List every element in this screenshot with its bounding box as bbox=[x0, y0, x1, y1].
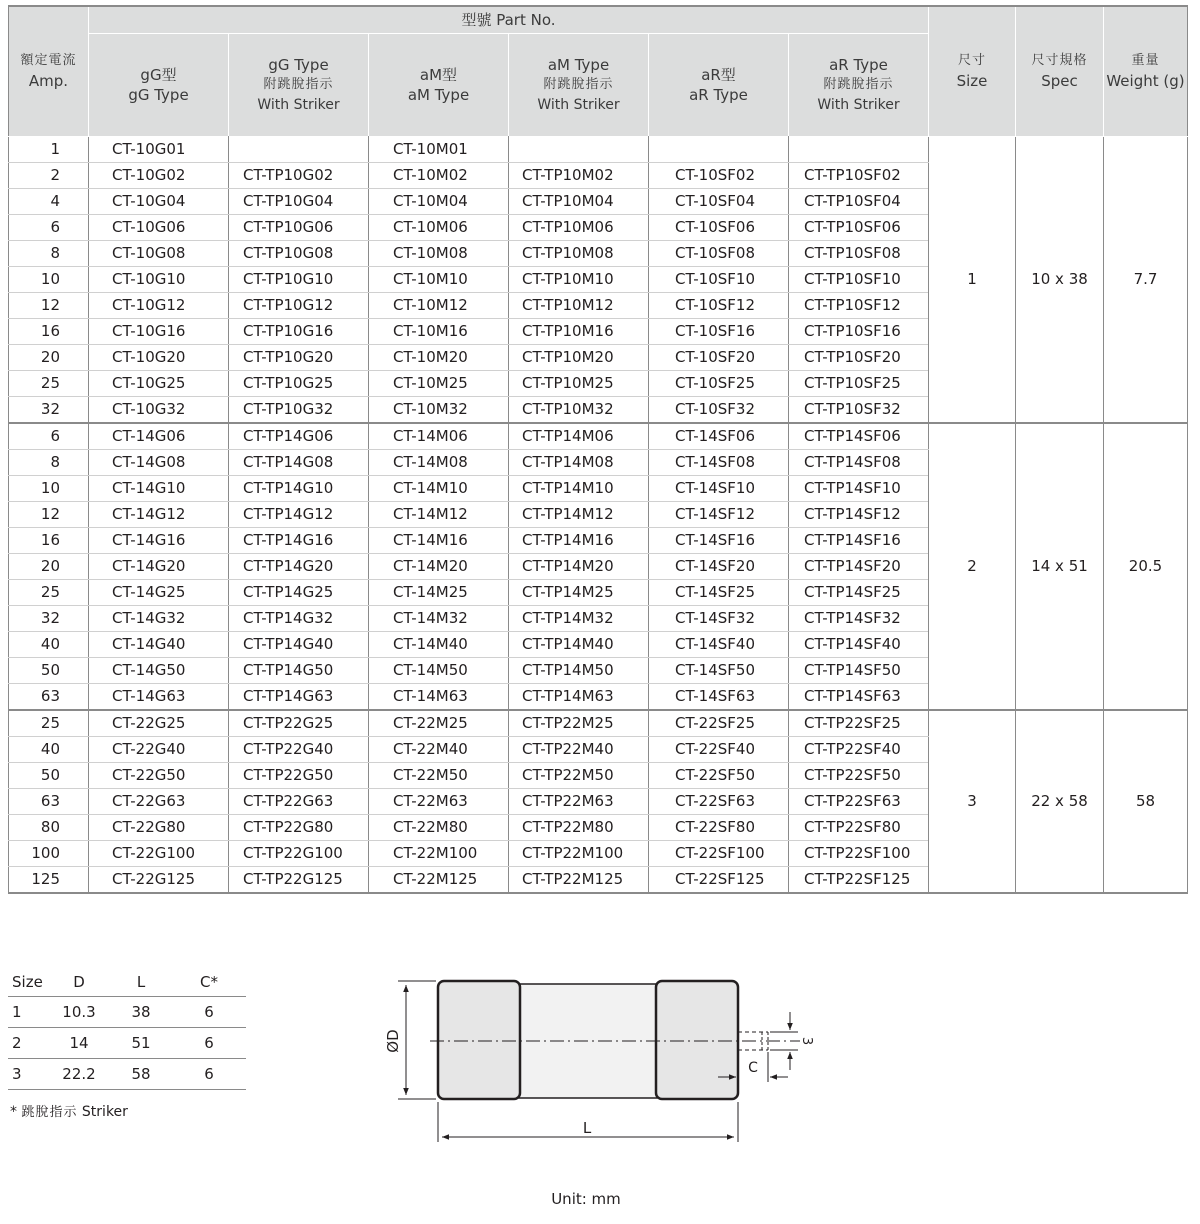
dim-header-l: L bbox=[110, 968, 172, 997]
ar-cell: CT-22SF40 bbox=[649, 736, 789, 762]
weight-cell: 20.5 bbox=[1104, 423, 1188, 710]
gg-striker-cell: CT-TP14G08 bbox=[229, 449, 369, 475]
am-cell: CT-22M40 bbox=[369, 736, 509, 762]
ar-cell: CT-10SF06 bbox=[649, 214, 789, 240]
gg-cell: CT-14G50 bbox=[89, 657, 229, 683]
dim-cell-d: 22.2 bbox=[48, 1059, 110, 1090]
gg-striker-header-sub: With Striker bbox=[257, 96, 340, 113]
amp-cell: 10 bbox=[9, 475, 89, 501]
amp-cell: 20 bbox=[9, 553, 89, 579]
gg-striker-cell: CT-TP22G50 bbox=[229, 762, 369, 788]
weight-header-zh: 重量 bbox=[1131, 53, 1160, 69]
dim-cell-l: 38 bbox=[110, 997, 172, 1028]
ar-cell: CT-10SF32 bbox=[649, 396, 789, 423]
gg-cell: CT-10G12 bbox=[89, 292, 229, 318]
gg-striker-cell: CT-TP10G16 bbox=[229, 318, 369, 344]
gg-striker-cell: CT-TP14G50 bbox=[229, 657, 369, 683]
ar-striker-cell: CT-TP22SF25 bbox=[789, 710, 929, 737]
ar-striker-cell: CT-TP10SF08 bbox=[789, 240, 929, 266]
ar-cell: CT-10SF20 bbox=[649, 344, 789, 370]
gg-cell: CT-14G06 bbox=[89, 423, 229, 450]
am-striker-cell: CT-TP10M12 bbox=[509, 292, 649, 318]
size-cell: 1 bbox=[929, 136, 1016, 423]
ar-cell: CT-22SF100 bbox=[649, 840, 789, 866]
ar-striker-cell: CT-TP22SF63 bbox=[789, 788, 929, 814]
dimension-d bbox=[398, 981, 436, 1099]
gg-cell: CT-14G40 bbox=[89, 631, 229, 657]
unit-label: Unit: mm bbox=[551, 1190, 621, 1208]
ar-cell: CT-14SF63 bbox=[649, 683, 789, 710]
gg-cell: CT-10G32 bbox=[89, 396, 229, 423]
gg-striker-cell: CT-TP22G125 bbox=[229, 866, 369, 893]
am-cell: CT-14M32 bbox=[369, 605, 509, 631]
gg-striker-header-en: gG Type bbox=[268, 55, 329, 74]
gg-cell: CT-22G25 bbox=[89, 710, 229, 737]
am-striker-cell: CT-TP10M02 bbox=[509, 162, 649, 188]
ar-cell: CT-22SF25 bbox=[649, 710, 789, 737]
am-cell: CT-14M20 bbox=[369, 553, 509, 579]
am-cell: CT-10M08 bbox=[369, 240, 509, 266]
ar-striker-header-zh: 附跳脫指示 bbox=[823, 76, 894, 92]
am-striker-header-en: aM Type bbox=[547, 55, 610, 74]
ar-striker-cell: CT-TP10SF12 bbox=[789, 292, 929, 318]
amp-cell: 100 bbox=[9, 840, 89, 866]
ar-cell: CT-14SF08 bbox=[649, 449, 789, 475]
dim-cell-size: 3 bbox=[8, 1059, 48, 1090]
amp-cell: 80 bbox=[9, 814, 89, 840]
am-striker-cell: CT-TP22M50 bbox=[509, 762, 649, 788]
gg-striker-cell: CT-TP10G32 bbox=[229, 396, 369, 423]
gg-striker-cell: CT-TP22G100 bbox=[229, 840, 369, 866]
gg-cell: CT-10G02 bbox=[89, 162, 229, 188]
gg-striker-cell: CT-TP22G80 bbox=[229, 814, 369, 840]
ar-striker-header-en: aR Type bbox=[829, 55, 888, 74]
ar-cell: CT-10SF04 bbox=[649, 188, 789, 214]
amp-cell: 25 bbox=[9, 370, 89, 396]
gg-striker-cell: CT-TP10G06 bbox=[229, 214, 369, 240]
ar-striker-cell: CT-TP14SF12 bbox=[789, 501, 929, 527]
amp-cell: 40 bbox=[9, 736, 89, 762]
size-header-zh: 尺寸 bbox=[957, 53, 986, 69]
amp-header-en: Amp. bbox=[28, 72, 69, 91]
am-striker-cell: CT-TP10M20 bbox=[509, 344, 649, 370]
ar-type-header-zh: aR型 bbox=[701, 65, 736, 84]
ar-cell: CT-14SF16 bbox=[649, 527, 789, 553]
weight-cell: 7.7 bbox=[1104, 136, 1188, 423]
gg-cell: CT-22G40 bbox=[89, 736, 229, 762]
gg-striker-cell: CT-TP22G25 bbox=[229, 710, 369, 737]
gg-striker-cell: CT-TP14G20 bbox=[229, 553, 369, 579]
ar-cell: CT-10SF25 bbox=[649, 370, 789, 396]
gg-striker-cell: CT-TP10G02 bbox=[229, 162, 369, 188]
dim-cell-c: 6 bbox=[172, 1059, 246, 1090]
amp-cell: 40 bbox=[9, 631, 89, 657]
ar-striker-cell: CT-TP14SF06 bbox=[789, 423, 929, 450]
am-cell: CT-10M32 bbox=[369, 396, 509, 423]
gg-cell: CT-10G04 bbox=[89, 188, 229, 214]
amp-cell: 2 bbox=[9, 162, 89, 188]
ar-striker-cell: CT-TP10SF02 bbox=[789, 162, 929, 188]
ar-cell: CT-14SF06 bbox=[649, 423, 789, 450]
dim-cell-d: 14 bbox=[48, 1028, 110, 1059]
am-striker-cell: CT-TP14M10 bbox=[509, 475, 649, 501]
am-cell: CT-10M20 bbox=[369, 344, 509, 370]
am-striker-cell: CT-TP14M40 bbox=[509, 631, 649, 657]
am-cell: CT-14M63 bbox=[369, 683, 509, 710]
am-striker-cell: CT-TP14M50 bbox=[509, 657, 649, 683]
amp-cell: 20 bbox=[9, 344, 89, 370]
amp-cell: 63 bbox=[9, 683, 89, 710]
gg-striker-cell: CT-TP14G12 bbox=[229, 501, 369, 527]
ar-cell: CT-10SF16 bbox=[649, 318, 789, 344]
am-cell: CT-22M25 bbox=[369, 710, 509, 737]
ar-striker-cell: CT-TP14SF20 bbox=[789, 553, 929, 579]
gg-cell: CT-14G20 bbox=[89, 553, 229, 579]
am-cell: CT-14M06 bbox=[369, 423, 509, 450]
am-striker-cell: CT-TP14M25 bbox=[509, 579, 649, 605]
gg-striker-cell: CT-TP14G63 bbox=[229, 683, 369, 710]
gg-cell: CT-10G06 bbox=[89, 214, 229, 240]
amp-cell: 6 bbox=[9, 423, 89, 450]
dim-header-c: C* bbox=[172, 968, 246, 997]
ar-striker-cell: CT-TP14SF08 bbox=[789, 449, 929, 475]
gg-striker-header-zh: 附跳脫指示 bbox=[263, 76, 334, 92]
gg-cell: CT-10G25 bbox=[89, 370, 229, 396]
gg-striker-cell: CT-TP14G25 bbox=[229, 579, 369, 605]
am-cell: CT-10M06 bbox=[369, 214, 509, 240]
dim-cell-c: 6 bbox=[172, 997, 246, 1028]
am-striker-cell: CT-TP14M63 bbox=[509, 683, 649, 710]
am-striker-cell: CT-TP10M10 bbox=[509, 266, 649, 292]
am-cell: CT-10M25 bbox=[369, 370, 509, 396]
am-striker-cell: CT-TP14M06 bbox=[509, 423, 649, 450]
am-striker-cell: CT-TP22M100 bbox=[509, 840, 649, 866]
gg-cell: CT-22G80 bbox=[89, 814, 229, 840]
am-striker-cell: CT-TP14M20 bbox=[509, 553, 649, 579]
gg-striker-cell: CT-TP10G12 bbox=[229, 292, 369, 318]
footnote-en: Striker bbox=[77, 1104, 128, 1120]
gg-cell: CT-10G20 bbox=[89, 344, 229, 370]
ar-cell: CT-22SF80 bbox=[649, 814, 789, 840]
am-cell: CT-14M12 bbox=[369, 501, 509, 527]
am-cell: CT-14M40 bbox=[369, 631, 509, 657]
gg-striker-cell: CT-TP14G40 bbox=[229, 631, 369, 657]
am-cell: CT-10M10 bbox=[369, 266, 509, 292]
amp-cell: 6 bbox=[9, 214, 89, 240]
dimension-l-label: L bbox=[582, 1119, 592, 1137]
fuse-body bbox=[438, 981, 738, 1099]
dim-header-d: D bbox=[48, 968, 110, 997]
am-striker-header-zh: 附跳脫指示 bbox=[543, 76, 614, 92]
gg-striker-cell: CT-TP10G25 bbox=[229, 370, 369, 396]
ar-striker-cell: CT-TP22SF40 bbox=[789, 736, 929, 762]
ar-striker-cell: CT-TP14SF63 bbox=[789, 683, 929, 710]
dimension-c-label: C bbox=[748, 1060, 758, 1076]
gg-striker-cell: CT-TP14G32 bbox=[229, 605, 369, 631]
dim-cell-l: 51 bbox=[110, 1028, 172, 1059]
dim-cell-l: 58 bbox=[110, 1059, 172, 1090]
gg-striker-cell: CT-TP14G06 bbox=[229, 423, 369, 450]
am-striker-cell: CT-TP14M16 bbox=[509, 527, 649, 553]
spec-cell: 22 x 58 bbox=[1016, 710, 1104, 893]
amp-header-zh: 額定電流 bbox=[20, 53, 77, 69]
gg-cell: CT-10G08 bbox=[89, 240, 229, 266]
am-striker-cell: CT-TP10M25 bbox=[509, 370, 649, 396]
am-cell: CT-22M80 bbox=[369, 814, 509, 840]
amp-cell: 1 bbox=[9, 136, 89, 162]
amp-cell: 63 bbox=[9, 788, 89, 814]
gg-cell: CT-22G125 bbox=[89, 866, 229, 893]
amp-cell: 32 bbox=[9, 605, 89, 631]
am-cell: CT-10M02 bbox=[369, 162, 509, 188]
gg-cell: CT-22G100 bbox=[89, 840, 229, 866]
ar-striker-cell: CT-TP14SF40 bbox=[789, 631, 929, 657]
ar-cell: CT-14SF10 bbox=[649, 475, 789, 501]
ar-cell: CT-14SF20 bbox=[649, 553, 789, 579]
ar-striker-cell: CT-TP10SF06 bbox=[789, 214, 929, 240]
am-cell: CT-22M125 bbox=[369, 866, 509, 893]
ar-striker-cell: CT-TP10SF16 bbox=[789, 318, 929, 344]
am-striker-cell: CT-TP10M06 bbox=[509, 214, 649, 240]
am-cell: CT-10M16 bbox=[369, 318, 509, 344]
ar-striker-cell: CT-TP10SF20 bbox=[789, 344, 929, 370]
gg-striker-cell: CT-TP10G04 bbox=[229, 188, 369, 214]
dim-header-size: Size bbox=[8, 968, 48, 997]
gg-cell: CT-22G50 bbox=[89, 762, 229, 788]
ar-striker-cell: CT-TP10SF25 bbox=[789, 370, 929, 396]
am-striker-cell: CT-TP22M25 bbox=[509, 710, 649, 737]
am-cell: CT-22M63 bbox=[369, 788, 509, 814]
ar-cell: CT-14SF32 bbox=[649, 605, 789, 631]
ar-cell: CT-10SF10 bbox=[649, 266, 789, 292]
spec-header-zh: 尺寸規格 bbox=[1031, 53, 1088, 69]
amp-cell: 12 bbox=[9, 501, 89, 527]
footnote-prefix: * bbox=[10, 1104, 22, 1120]
gg-cell: CT-14G10 bbox=[89, 475, 229, 501]
ar-cell: CT-22SF50 bbox=[649, 762, 789, 788]
gg-striker-cell: CT-TP22G40 bbox=[229, 736, 369, 762]
ar-cell: CT-14SF40 bbox=[649, 631, 789, 657]
ar-striker-cell: CT-TP10SF04 bbox=[789, 188, 929, 214]
spec-header-en: Spec bbox=[1041, 72, 1078, 91]
ar-cell: CT-14SF50 bbox=[649, 657, 789, 683]
am-striker-cell: CT-TP14M32 bbox=[509, 605, 649, 631]
amp-cell: 12 bbox=[9, 292, 89, 318]
am-cell: CT-14M08 bbox=[369, 449, 509, 475]
size-header-en: Size bbox=[956, 72, 988, 91]
ar-striker-cell: CT-TP14SF25 bbox=[789, 579, 929, 605]
dimension-d-label: ØD bbox=[384, 1029, 402, 1053]
am-cell: CT-14M16 bbox=[369, 527, 509, 553]
gg-striker-cell: CT-TP14G10 bbox=[229, 475, 369, 501]
am-striker-cell: CT-TP22M63 bbox=[509, 788, 649, 814]
am-cell: CT-14M50 bbox=[369, 657, 509, 683]
ar-striker-cell: CT-TP14SF10 bbox=[789, 475, 929, 501]
size-cell: 3 bbox=[929, 710, 1016, 893]
gg-striker-cell: CT-TP14G16 bbox=[229, 527, 369, 553]
am-cell: CT-22M100 bbox=[369, 840, 509, 866]
amp-cell: 50 bbox=[9, 762, 89, 788]
amp-cell: 32 bbox=[9, 396, 89, 423]
gg-cell: CT-10G16 bbox=[89, 318, 229, 344]
am-striker-cell: CT-TP22M125 bbox=[509, 866, 649, 893]
ar-striker-cell: CT-TP10SF10 bbox=[789, 266, 929, 292]
gg-cell: CT-14G12 bbox=[89, 501, 229, 527]
gg-cell: CT-14G63 bbox=[89, 683, 229, 710]
am-striker-header-sub: With Striker bbox=[537, 96, 620, 113]
gg-cell: CT-14G08 bbox=[89, 449, 229, 475]
weight-cell: 58 bbox=[1104, 710, 1188, 893]
dim-cell-c: 6 bbox=[172, 1028, 246, 1059]
gg-cell: CT-22G63 bbox=[89, 788, 229, 814]
gg-cell: CT-10G01 bbox=[89, 136, 229, 162]
am-striker-cell: CT-TP14M08 bbox=[509, 449, 649, 475]
ar-striker-cell: CT-TP14SF32 bbox=[789, 605, 929, 631]
amp-cell: 8 bbox=[9, 240, 89, 266]
am-type-header-en: aM Type bbox=[407, 85, 470, 104]
weight-header-en: Weight (g) bbox=[1106, 72, 1185, 91]
ar-striker-cell: CT-TP22SF100 bbox=[789, 840, 929, 866]
am-striker-cell: CT-TP22M40 bbox=[509, 736, 649, 762]
amp-cell: 50 bbox=[9, 657, 89, 683]
ar-type-header-en: aR Type bbox=[689, 85, 748, 104]
dim-cell-size: 2 bbox=[8, 1028, 48, 1059]
amp-cell: 25 bbox=[9, 710, 89, 737]
amp-cell: 25 bbox=[9, 579, 89, 605]
ar-striker-cell: CT-TP22SF80 bbox=[789, 814, 929, 840]
am-striker-cell: CT-TP22M80 bbox=[509, 814, 649, 840]
ar-cell: CT-10SF12 bbox=[649, 292, 789, 318]
ar-striker-cell: CT-TP10SF32 bbox=[789, 396, 929, 423]
am-cell: CT-14M25 bbox=[369, 579, 509, 605]
spec-cell: 14 x 51 bbox=[1016, 423, 1104, 710]
ar-cell: CT-10SF02 bbox=[649, 162, 789, 188]
ar-striker-header-sub: With Striker bbox=[817, 96, 900, 113]
ar-striker-cell: CT-TP22SF125 bbox=[789, 866, 929, 893]
gg-cell: CT-10G10 bbox=[89, 266, 229, 292]
am-cell: CT-10M04 bbox=[369, 188, 509, 214]
am-striker-cell: CT-TP10M04 bbox=[509, 188, 649, 214]
ar-cell: CT-10SF08 bbox=[649, 240, 789, 266]
am-striker-cell: CT-TP14M12 bbox=[509, 501, 649, 527]
am-striker-cell: CT-TP10M16 bbox=[509, 318, 649, 344]
gg-cell: CT-14G25 bbox=[89, 579, 229, 605]
gg-striker-cell: CT-TP10G10 bbox=[229, 266, 369, 292]
ar-cell: CT-14SF12 bbox=[649, 501, 789, 527]
gg-striker-cell: CT-TP22G63 bbox=[229, 788, 369, 814]
amp-cell: 10 bbox=[9, 266, 89, 292]
am-cell: CT-22M50 bbox=[369, 762, 509, 788]
dimension-3-label: 3 bbox=[799, 1036, 814, 1046]
dim-cell-d: 10.3 bbox=[48, 997, 110, 1028]
ar-cell: CT-14SF25 bbox=[649, 579, 789, 605]
gg-striker-cell: CT-TP10G20 bbox=[229, 344, 369, 370]
gg-type-header-en: gG Type bbox=[128, 85, 189, 104]
am-type-header-zh: aM型 bbox=[419, 65, 458, 84]
amp-cell: 16 bbox=[9, 318, 89, 344]
amp-cell: 125 bbox=[9, 866, 89, 893]
am-cell: CT-10M12 bbox=[369, 292, 509, 318]
gg-striker-cell: CT-TP10G08 bbox=[229, 240, 369, 266]
am-striker-cell: CT-TP10M08 bbox=[509, 240, 649, 266]
amp-cell: 16 bbox=[9, 527, 89, 553]
gg-type-header-zh: gG型 bbox=[140, 65, 177, 84]
ar-striker-cell: CT-TP22SF50 bbox=[789, 762, 929, 788]
dim-cell-size: 1 bbox=[8, 997, 48, 1028]
am-cell: CT-14M10 bbox=[369, 475, 509, 501]
size-cell: 2 bbox=[929, 423, 1016, 710]
amp-cell: 8 bbox=[9, 449, 89, 475]
spec-cell: 10 x 38 bbox=[1016, 136, 1104, 423]
footnote-zh: 跳脫指示 bbox=[21, 1105, 78, 1120]
ar-cell: CT-22SF63 bbox=[649, 788, 789, 814]
part-no-label: 型號 Part No. bbox=[461, 10, 556, 29]
am-striker-cell: CT-TP10M32 bbox=[509, 396, 649, 423]
ar-striker-cell: CT-TP14SF50 bbox=[789, 657, 929, 683]
gg-cell: CT-14G16 bbox=[89, 527, 229, 553]
gg-cell: CT-14G32 bbox=[89, 605, 229, 631]
ar-cell: CT-22SF125 bbox=[649, 866, 789, 893]
am-cell: CT-10M01 bbox=[369, 136, 509, 162]
amp-cell: 4 bbox=[9, 188, 89, 214]
ar-striker-cell: CT-TP14SF16 bbox=[789, 527, 929, 553]
